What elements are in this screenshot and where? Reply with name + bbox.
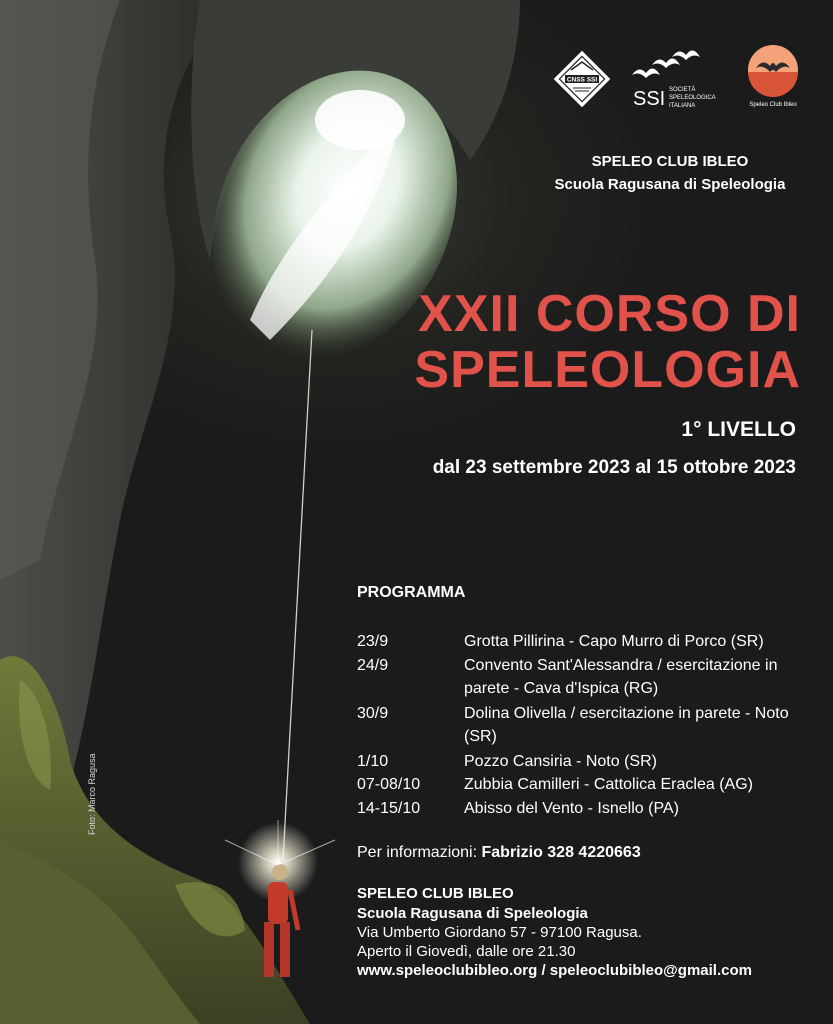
footer-org: SPELEO CLUB IBLEO [357, 885, 514, 902]
programma-place: Convento Sant'Alessandra / esercitazione in parete - Cava d'Ispica (RG) [464, 657, 778, 697]
footer-hours: Aperto il Giovedì, dalle ore 21.30 [357, 943, 576, 960]
cnss-ssi-logo [551, 48, 613, 110]
footer-links[interactable]: www.speleoclubibleo.org / speleoclubibleo@gmail.com [357, 962, 752, 979]
programma-date: 14-15/10 [357, 800, 421, 817]
footer-school: Scuola Ragusana di Speleologia [357, 905, 588, 922]
svg-text:CNSS SSI: CNSS SSI [566, 76, 598, 84]
speleo-club-ibleo-logo [738, 42, 808, 112]
programma-date: 23/9 [357, 633, 389, 650]
info-label: Per informazioni: [357, 844, 478, 861]
header-org: SPELEO CLUB IBLEO [591, 153, 749, 170]
programma-place: Pozzo Cansiria - Noto (SR) [464, 753, 657, 770]
header-school: Scuola Ragusana di Speleologia [554, 176, 786, 193]
svg-text:SPELEOLOGICA: SPELEOLOGICA [669, 95, 716, 101]
programma-date: 24/9 [357, 657, 389, 674]
programma-place: Abisso del Vento - Isnello (PA) [464, 800, 679, 817]
svg-text:ITALIANA: ITALIANA [669, 103, 696, 109]
programma-heading: PROGRAMMA [357, 584, 466, 601]
programma-date: 30/9 [357, 705, 389, 722]
svg-text:Speleo Club Ibleo: Speleo Club Ibleo [749, 102, 797, 108]
info-line [357, 844, 641, 862]
programma-date: 07-08/10 [357, 776, 421, 793]
programma-date: 1/10 [357, 753, 389, 770]
info-contact: Fabrizio 328 4220663 [481, 844, 641, 861]
svg-text:SOCIETÀ: SOCIETÀ [669, 87, 696, 93]
footer-address: Via Umberto Giordano 57 - 97100 Ragusa. [357, 924, 642, 941]
title-line-2: SPELEOLOGIA [414, 341, 801, 399]
course-level: 1° LIVELLO [681, 418, 796, 441]
programma-place: Grotta Pillirina - Capo Murro di Porco (SR) [464, 633, 764, 650]
photo-credit-text: Foto: Marco Ragusa [87, 753, 97, 835]
programma-place: Zubbia Camilleri - Cattolica Eraclea (AG) [464, 776, 753, 793]
course-dates: dal 23 settembre 2023 al 15 ottobre 2023 [432, 457, 796, 478]
title-line-1: XXII CORSO DI [418, 285, 801, 343]
programma-place: Dolina Olivella / esercitazione in parete - Noto (SR) [464, 705, 789, 745]
svg-text:SSI: SSI [633, 88, 666, 110]
ssi-logo [627, 45, 727, 113]
